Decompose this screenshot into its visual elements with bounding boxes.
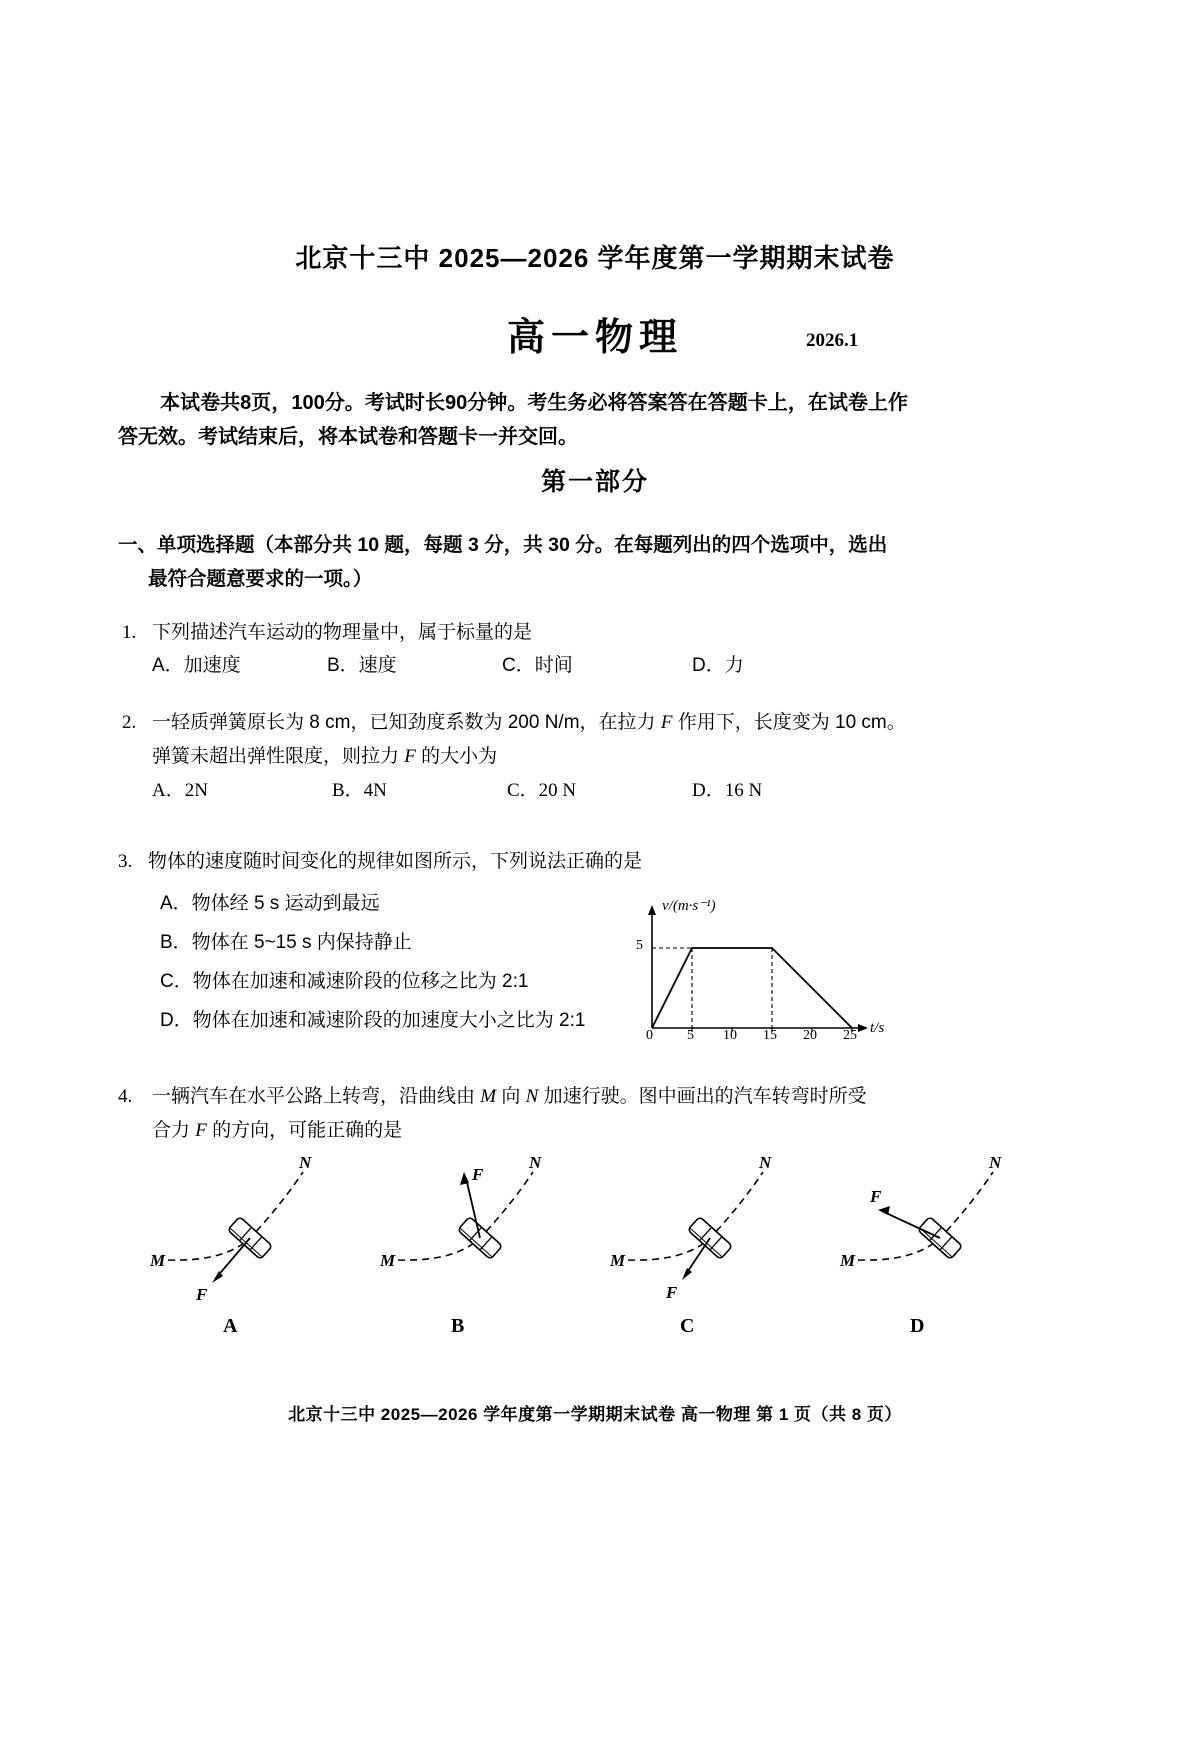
- q2-text-c: 作用下，长度变为 10 cm。: [672, 712, 906, 733]
- section-intro-line2: 最符合题意要求的一项。）: [148, 568, 373, 590]
- graph-xlabel: t/s: [870, 1020, 885, 1036]
- q2-text-a: 一轻质弹簧原长为 8 cm，已知劲度系数为 200 N/m，在拉力: [152, 712, 661, 733]
- page-title: 北京十三中 2025—2026 学年度第一学期期末试卷: [295, 243, 895, 273]
- figure-c-diagram: [598, 1150, 828, 1320]
- q4-var-F: F: [195, 1120, 207, 1141]
- velocity-time-svg: [630, 900, 900, 1040]
- option-3-d[interactable]: D．物体在加速和减速阶段的加速度大小之比为 2:1: [160, 1010, 586, 1031]
- figure-a-diagram: [138, 1150, 368, 1320]
- subject-title: 高一物理: [506, 317, 683, 359]
- svg-text:M: M: [840, 1251, 856, 1270]
- svg-text:N: N: [989, 1153, 1002, 1172]
- graph-xtick-20: 20: [803, 1028, 817, 1043]
- option-1-c[interactable]: C．时间: [502, 655, 573, 676]
- svg-text:N: N: [529, 1153, 542, 1172]
- q4-var-M: M: [480, 1086, 497, 1107]
- figure-label-a: A: [223, 1315, 238, 1337]
- question-2-options: [152, 775, 762, 802]
- graph-ytick-5: 5: [636, 938, 643, 953]
- option-2-d[interactable]: D．16 N: [692, 780, 763, 801]
- q2-var-F-1: F: [660, 712, 673, 733]
- exam-date: 2026.1: [806, 330, 859, 351]
- question-1-number: 1.: [122, 622, 137, 643]
- figure-label-b: B: [451, 1315, 465, 1337]
- q4-var-N: N: [525, 1086, 539, 1107]
- q2-var-F-2: F: [404, 746, 416, 767]
- page-footer: 北京十三中 2025—2026 学年度第一学期期末试卷 高一物理 第 1 页（共 8 页）: [288, 1405, 902, 1424]
- q4-text-e: 加速行驶。图中画出的汽车转弯时所受: [538, 1086, 867, 1107]
- option-1-b[interactable]: B．速度: [327, 655, 397, 676]
- figure-b-diagram: [368, 1150, 598, 1320]
- svg-text:M: M: [380, 1251, 396, 1270]
- question-2-stem-line1: [152, 706, 906, 739]
- svg-text:F: F: [196, 1285, 208, 1304]
- question-4-number: 4.: [118, 1086, 133, 1107]
- svg-text:M: M: [610, 1251, 626, 1270]
- velocity-time-graph: [630, 898, 900, 1043]
- svg-text:F: F: [870, 1187, 882, 1206]
- svg-text:M: M: [150, 1251, 166, 1270]
- q4-text-a: 一辆汽车在水平公路上转弯，沿曲线由: [152, 1086, 481, 1107]
- option-3-c[interactable]: C．物体在加速和减速阶段的位移之比为 2:1: [160, 971, 529, 992]
- graph-xtick-5: 5: [687, 1028, 694, 1043]
- part-heading: 第一部分: [540, 468, 649, 496]
- option-1-a[interactable]: A．加速度: [152, 655, 241, 676]
- q4-text-f: 合力: [152, 1120, 196, 1141]
- q4-text-h: 的方向，可能正确的是: [206, 1120, 403, 1141]
- question-3-stem: 物体的速度随时间变化的规律如图所示，下列说法正确的是: [148, 851, 643, 872]
- graph-xtick-0: 0: [646, 1028, 653, 1043]
- question-4-stem-line1: [152, 1080, 867, 1113]
- q2-text-f: 的大小为: [415, 746, 498, 767]
- figure-label-c: C: [680, 1315, 695, 1337]
- option-2-b[interactable]: B．4N: [332, 780, 387, 801]
- option-2-a[interactable]: A．2N: [152, 780, 208, 801]
- question-4-figures: [118, 1150, 1078, 1340]
- question-1-options: [152, 650, 744, 677]
- figure-d-diagram: [828, 1150, 1058, 1320]
- section-intro-line1: 一、单项选择题（本部分共 10 题，每题 3 分，共 30 分。在每题列出的四个选项中，选出: [118, 534, 888, 556]
- svg-text:F: F: [666, 1283, 678, 1302]
- graph-xtick-25: 25: [843, 1028, 857, 1043]
- option-3-b[interactable]: B．物体在 5~15 s 内保持静止: [160, 932, 412, 953]
- exam-instructions: 本试卷共8页，100分。考试时长90分钟。考生务必将答案答在答题卡上，在试卷上作答无效。考试结束后，将本试卷和答题卡一并交回。: [118, 392, 908, 448]
- graph-ylabel: v/(m·s⁻¹): [662, 898, 716, 914]
- q4-text-c: 向: [496, 1086, 526, 1107]
- question-2-stem-line2: [152, 740, 497, 773]
- graph-xtick-15: 15: [763, 1028, 777, 1043]
- question-4-stem-line2: [152, 1114, 402, 1147]
- option-1-d[interactable]: D．力: [692, 655, 744, 676]
- question-1-stem: 下列描述汽车运动的物理量中，属于标量的是: [152, 622, 533, 643]
- svg-text:F: F: [472, 1165, 484, 1184]
- figure-label-d: D: [910, 1315, 925, 1337]
- graph-xtick-10: 10: [723, 1028, 737, 1043]
- option-2-c[interactable]: C．20 N: [507, 780, 577, 801]
- option-3-a[interactable]: A．物体经 5 s 运动到最远: [160, 893, 380, 914]
- question-3-number: 3.: [118, 851, 133, 872]
- q2-text-d: 弹簧未超出弹性限度，则拉力: [152, 746, 405, 767]
- question-2-number: 2.: [122, 712, 137, 733]
- svg-text:N: N: [299, 1153, 312, 1172]
- section-intro: [118, 528, 908, 596]
- svg-text:N: N: [759, 1153, 772, 1172]
